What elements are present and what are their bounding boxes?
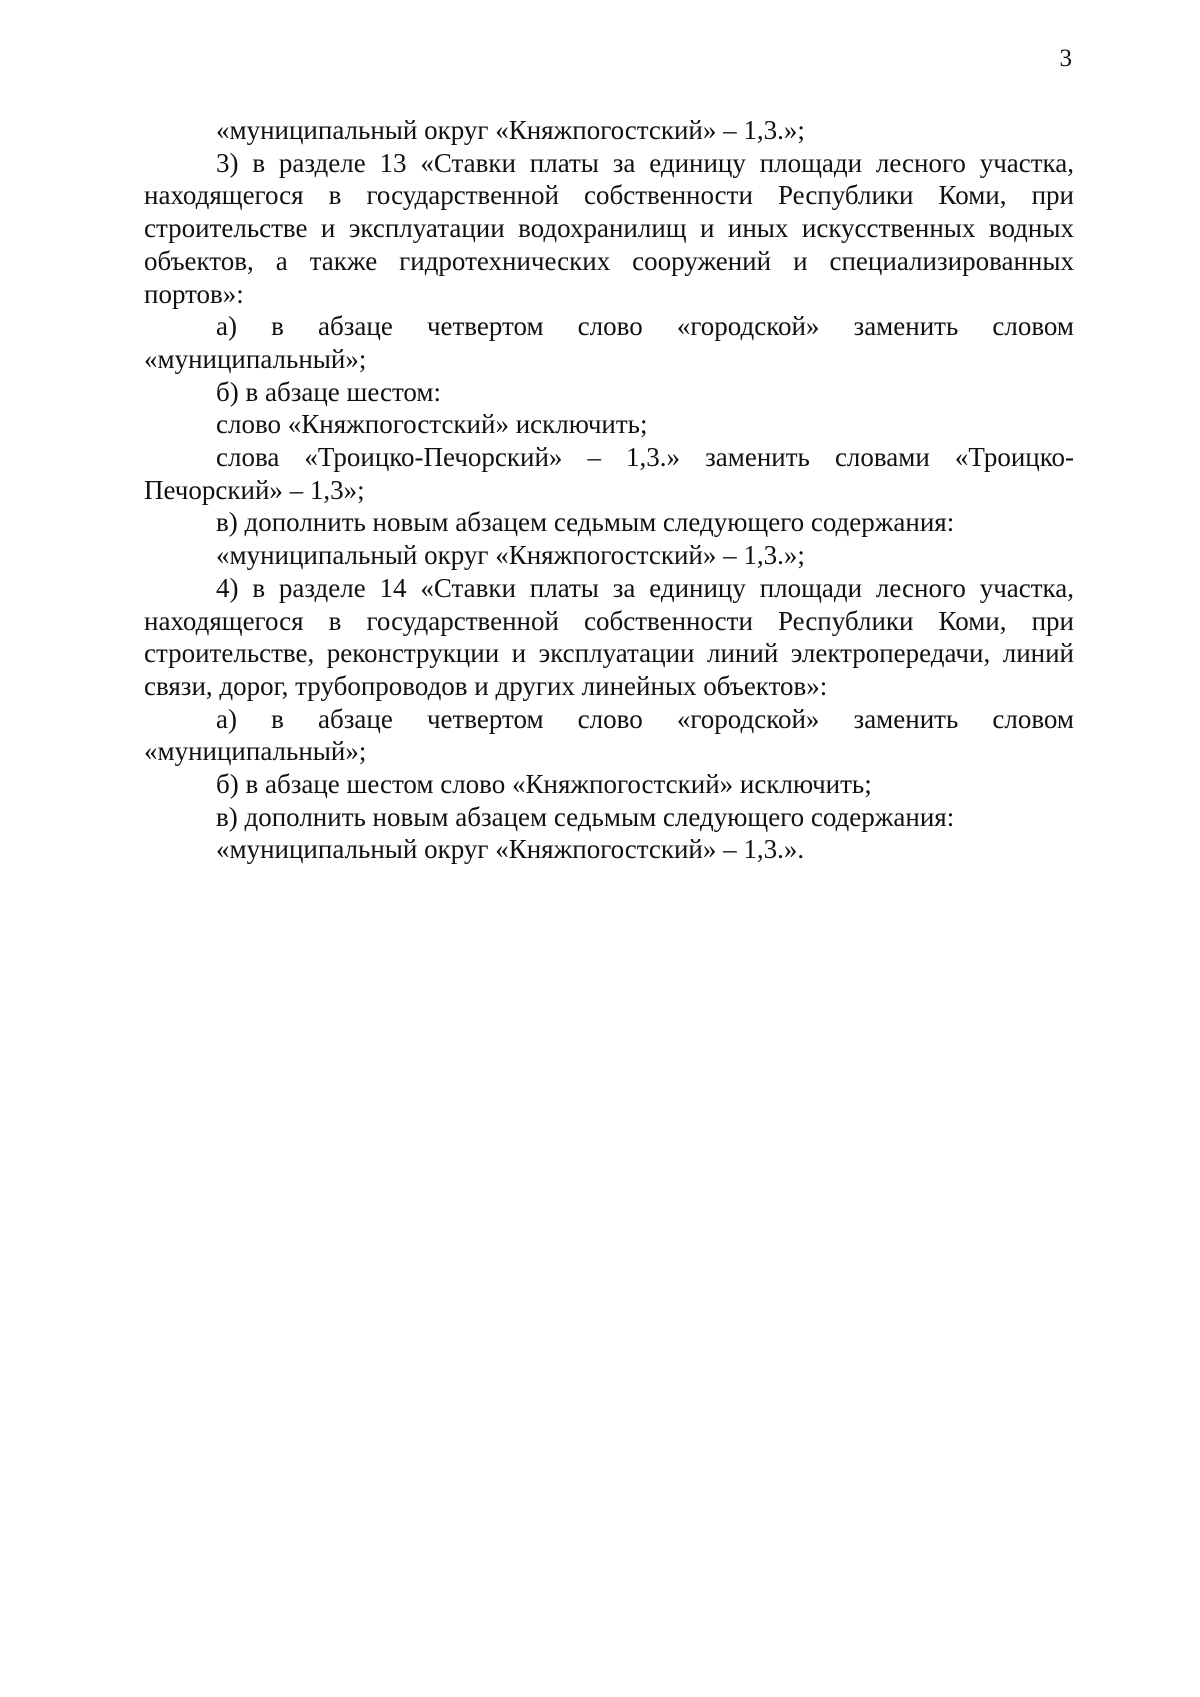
paragraph-8: «муниципальный округ «Княжпогостский» – 1,3.»; — [216, 540, 805, 571]
paragraph-2: 3) в разделе 13 «Ставки платы за единицу площади лесного участка, находящегося в государственной собственности Республики Коми, при строительстве и эксплуатации водохранилищ и иных искусственных водных объектов, а также гидротехнических сооружений и специализированных портов»: — [144, 147, 1074, 309]
paragraph-7: в) дополнить новым абзацем седьмым следующего содержания: — [216, 507, 955, 538]
paragraph-1: «муниципальный округ «Княжпогостский» – 1,3.»; — [216, 115, 805, 145]
paragraph-11: б) в абзаце шестом слово «Княжпогостский» исключить; — [216, 769, 872, 800]
paragraph-10: а) в абзаце четвертом слово «городской» заменить словом «муниципальный»; — [144, 703, 1074, 767]
paragraph-6: слова «Троицко-Печорский» – 1,3.» заменить словами «Троицко-Печорский» – 1,3»; — [144, 442, 1074, 505]
paragraph-13: «муниципальный округ «Княжпогостский» – 1,3.». — [216, 834, 805, 865]
paragraph-5: слово «Княжпогостский» исключить; — [216, 409, 648, 440]
page-number: 3 — [1059, 45, 1072, 72]
paragraph-9: 4) в разделе 14 «Ставки платы за единицу площади лесного участка, находящегося в государственной собственности Республики Коми, при строительстве, реконструкции и эксплуатации линий электропередачи, линий связи, дорог, трубопроводов и других линейных объектов»: — [144, 572, 1074, 701]
document-body — [144, 114, 1074, 866]
paragraph-4: б) в абзаце шестом: — [216, 376, 441, 407]
paragraph-12: в) дополнить новым абзацем седьмым следующего содержания: — [216, 801, 955, 832]
paragraph-3: а) в абзаце четвертом слово «городской» заменить словом «муниципальный»; — [144, 311, 1074, 374]
